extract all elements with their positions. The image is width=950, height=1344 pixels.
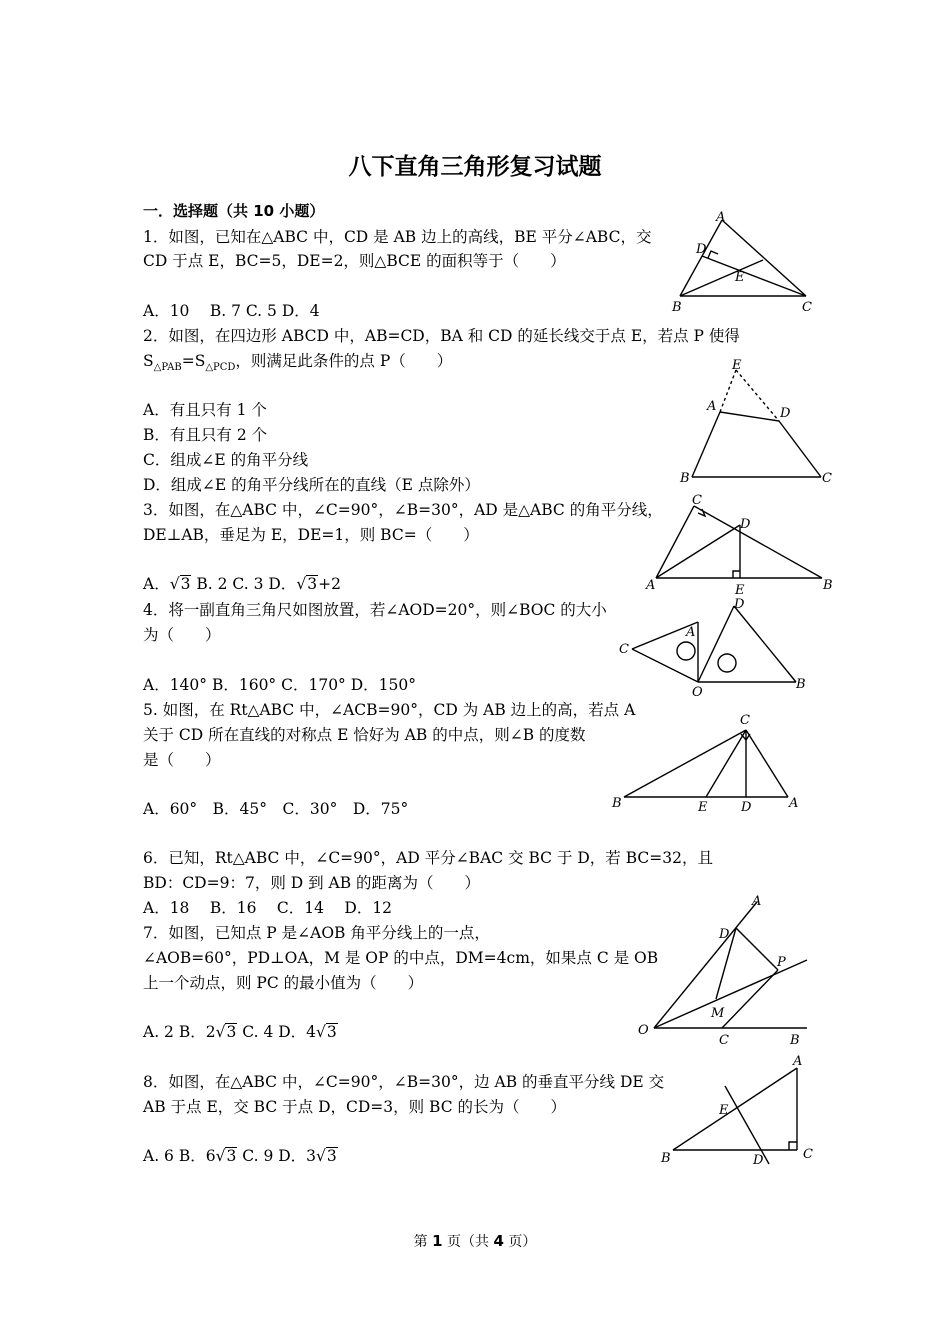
q7-label-m: M [711,1006,725,1021]
q2-label-c: C [822,471,832,486]
q8-label-d: D [753,1153,764,1168]
q3-label-d: D [740,517,751,532]
q2-option-d: D．组成∠E 的角平分线所在的直线（E 点除外） [143,476,480,494]
q7-label-o: O [638,1023,649,1038]
q1-label-b: B [672,300,682,315]
q1-label-a: A [716,210,726,225]
q2-line2: $S_{\triangle PAB}=S_{\triangle PCD}$，则满足此条件的点 P（ ） [143,352,453,374]
q1-label-d: D [696,242,707,257]
q2-option-a: A．有且只有 1 个 [143,401,267,419]
q4-label-o: O [692,685,703,700]
page-footer: 第 1 页（共 4 页） [413,1232,537,1250]
q8-options: A. 6 B．6√3 C. 9 D．3√3 [143,1147,337,1165]
q7-label-d: D [719,927,730,942]
section-heading: 一．选择题（共 10 小题） [143,202,325,220]
q5-line2: 关于 CD 所在直线的对称点 E 恰好为 AB 的中点，则∠B 的度数 [143,726,586,744]
q6-line1: 6．已知，Rt△ABC 中，∠C=90°，AD 平分∠BAC 交 BC 于 D，若 BC=32，且 [143,849,713,867]
q7-label-a: A [752,894,762,909]
q6-options: A．18 B．16 C．14 D．12 [143,899,393,917]
q2-label-d: D [780,406,791,421]
q4-figure [616,596,816,700]
q8-line1: 8．如图，在△ABC 中，∠C=90°，∠B=30°，边 AB 的垂直平分线 DE 交 [143,1073,665,1091]
q5-label-d: D [741,800,752,815]
q4-label-b: B [796,677,806,692]
q1-options: A．10 B. 7 C. 5 D．4 [143,302,320,320]
q4-label-d: D [734,597,745,612]
q1-label-e: E [735,270,745,285]
q3-options: A．√3 B. 2 C. 3 D．√3+2 [143,575,341,593]
q3-label-b: B [823,578,833,593]
q7-options: A. 2 B．2√3 C. 4 D．4√3 [143,1023,337,1041]
q5-figure [610,710,810,815]
q2-label-a: A [707,399,717,414]
q7-line2: ∠AOB=60°，PD⊥OA，M 是 OP 的中点，DM=4cm，如果点 C 是 OB [143,949,659,967]
page-number: 1 [432,1232,443,1250]
q5-label-a: A [789,796,799,811]
q8-line2: AB 于点 E，交 BC 于点 D，CD=3，则 BC 的长为（ ） [143,1098,567,1116]
q7-label-b: B [790,1033,800,1048]
q8-label-e: E [719,1103,729,1118]
q3-label-c: C [692,493,702,508]
q5-label-c: C [740,713,750,728]
q3-label-a: A [646,578,656,593]
q5-label-e: E [698,800,708,815]
q1-figure [668,208,828,318]
q8-label-a: A [793,1054,803,1069]
q1-line1: 1．如图，已知在△ABC 中，CD 是 AB 边上的高线，BE 平分∠ABC，交 [143,228,652,246]
q1-label-c: C [802,300,812,315]
q3-line1: 3．如图，在△ABC 中，∠C=90°，∠B=30°，AD 是△ABC 的角平分线， [143,501,663,519]
q2-label-e: E [732,358,742,373]
page-title: 八下直角三角形复习试题 [348,154,602,180]
q2-line1: 2．如图，在四边形 ABCD 中，AB=CD，BA 和 CD 的延长线交于点 E，若点 P 使得 [143,327,740,345]
q4-label-a: A [686,625,696,640]
q3-line2: DE⊥AB，垂足为 E，DE=1，则 BC=（ ） [143,526,479,544]
q7-figure [632,890,817,1050]
q2-label-b: B [680,471,690,486]
q7-line1: 7．如图，已知点 P 是∠AOB 角平分线上的一点， [143,924,490,942]
q5-options: A．60° B．45° C．30° D．75° [143,800,409,818]
q2-option-c: C．组成∠E 的角平分线 [143,451,309,469]
q4-line2: 为（ ） [143,626,221,644]
q7-label-p: P [777,955,786,970]
q4-label-c: C [619,642,629,657]
q7-label-c: C [719,1033,729,1048]
q1-line2: CD 于点 E，BC=5，DE=2，则△BCE 的面积等于（ ） [143,252,566,270]
q4-line1: 4．将一副直角三角尺如图放置，若∠AOD=20°，则∠BOC 的大小 [143,601,607,619]
q7-line3: 上一个动点，则 PC 的最小值为（ ） [143,974,424,992]
page-total: 4 [493,1232,504,1250]
q8-label-c: C [803,1147,813,1162]
q3-figure [642,492,842,597]
q6-line2: BD：CD=9：7，则 D 到 AB 的距离为（ ） [143,874,481,892]
q2-figure [676,355,836,490]
q3-label-e: E [735,583,745,598]
q5-label-b: B [612,796,622,811]
q5-line3: 是（ ） [143,751,221,769]
q8-label-b: B [661,1151,671,1166]
q5-line1: 5. 如图，在 Rt△ABC 中，∠ACB=90°，CD 为 AB 边上的高，若点 A [143,701,636,719]
q8-figure [657,1050,827,1170]
q4-options: A．140° B．160° C．170° D．150° [143,676,416,694]
q2-option-b: B．有且只有 2 个 [143,426,268,444]
